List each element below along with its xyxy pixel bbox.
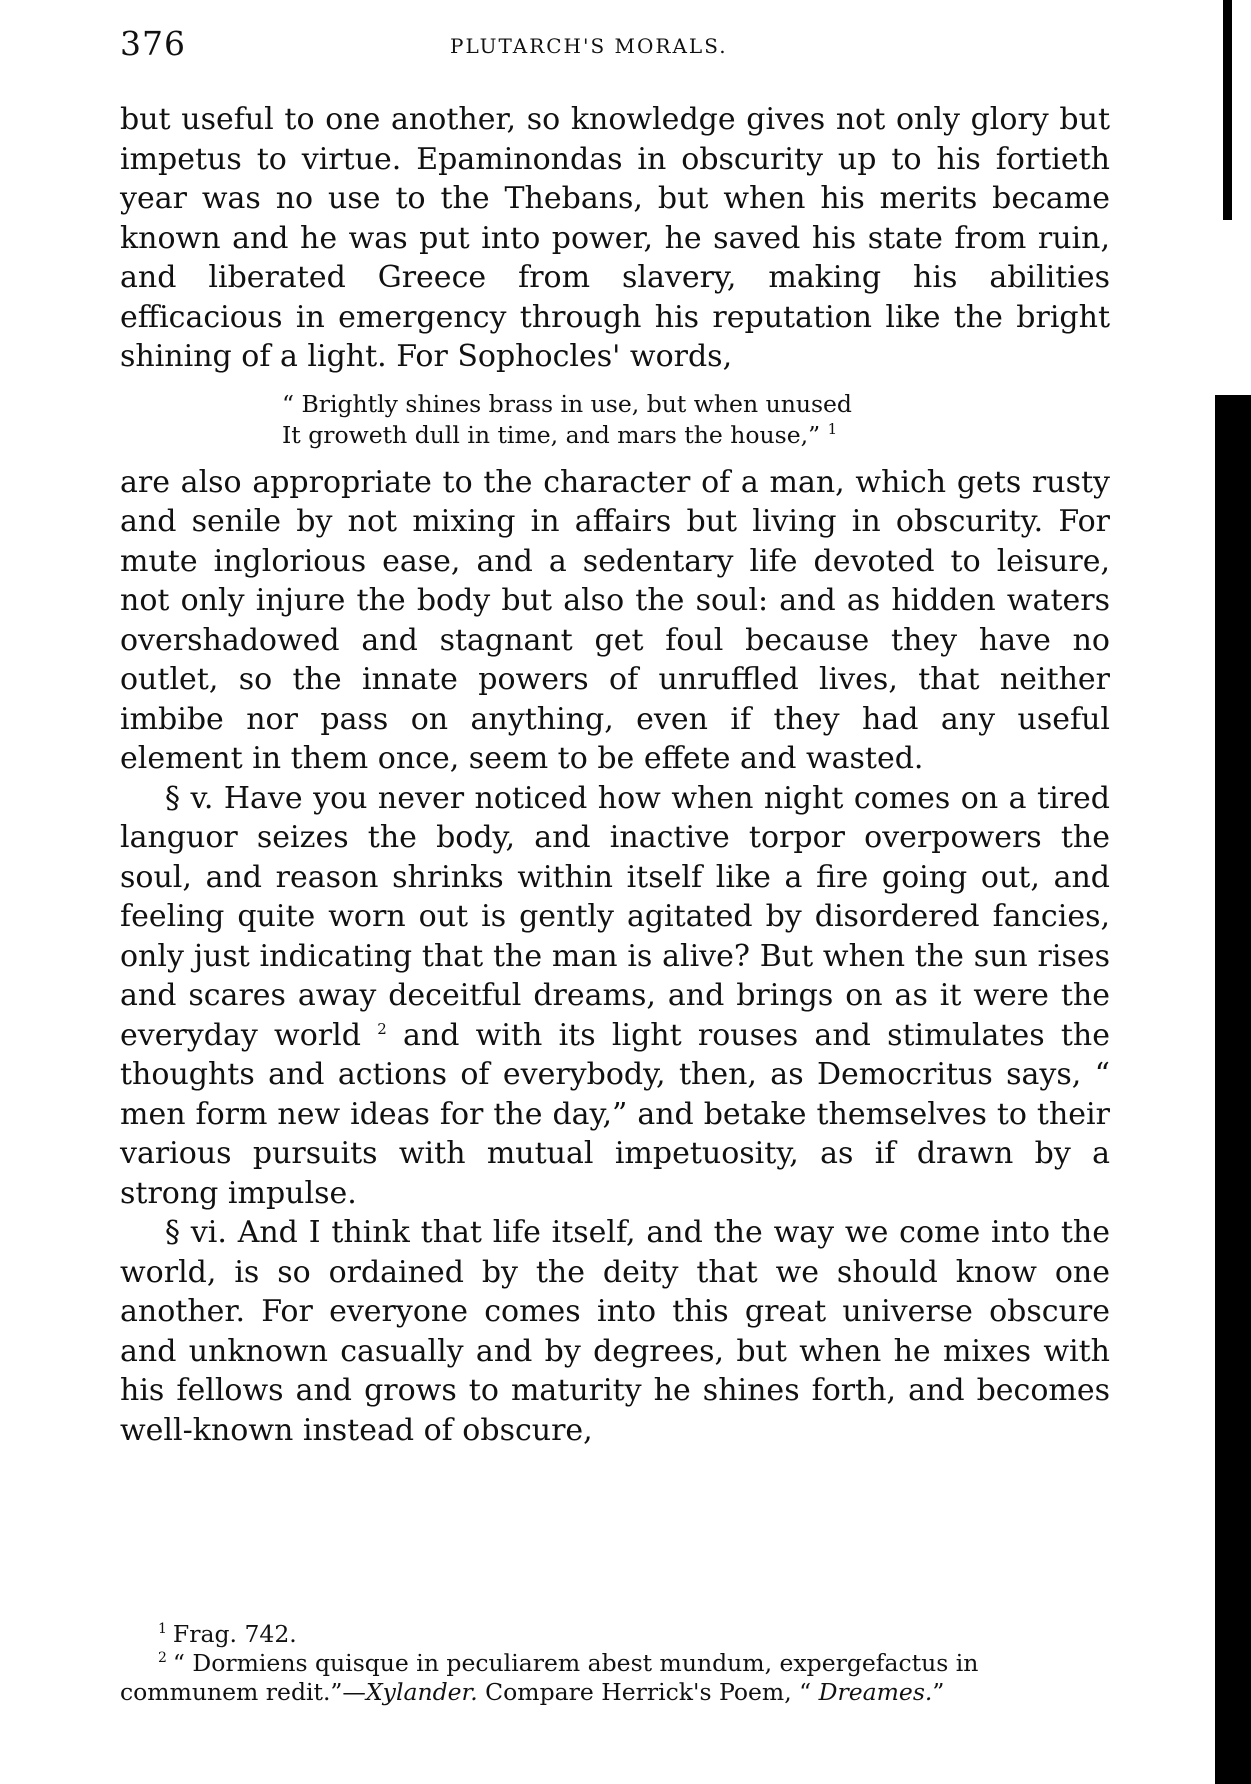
main-text xyxy=(120,100,1110,1450)
scan-edge-shadow xyxy=(1215,395,1251,1784)
page-header xyxy=(120,20,1110,70)
footnote-ref-2: 2 xyxy=(377,1019,387,1038)
footnote-2-poem: Dreames. xyxy=(818,1678,933,1706)
section-v-text-a: § v. Have you never noticed how when night comes on a tired languor seizes the body, and inactive torpor overpowers the soul, and reason shrinks within itself like a fire going out, and feeling quite worn out is gently agitated by disordered fancies, only just indicating that the man is alive? But when the sun rises and scares away deceitful dreams, and brings on as it were the everyday world xyxy=(120,780,1110,1053)
running-head: PLUTARCH'S MORALS. xyxy=(450,34,728,58)
paragraph-continuation: but useful to one another, so knowledge gives not only glory but impetus to virtue. Epaminondas in obscurity up to his fortieth year was no use to the Thebans, but when his merits became known and he was put into power, he saved his state from ruin, and liberated Greece from slavery, making his abilities efficacious in emergency through his reputation like the bright shining of a light. For Sophocles' words, xyxy=(120,102,1110,374)
footnote-2-text: “ Dormiens quisque in peculiarem abest mundum, expergefactus in communem redit.”— xyxy=(120,1649,979,1706)
quote-line-1: “ Brightly shines brass in use, but when unused xyxy=(282,389,852,418)
footnote-1-number: 1 xyxy=(158,1621,167,1638)
paragraph-rusty: are also appropriate to the character of a man, which gets rusty and senile by not mixing in affairs but living in obscurity. For mute inglorious ease, and a sedentary life devoted to leisure, not only injure the body but also the soul: and as hidden waters overshadowed and stagnant get foul because they have no outlet, so the innate powers of unruffled lives, that neither imbibe nor pass on anything, even if they had any useful element in them once, seem to be effete and wasted. xyxy=(120,464,1110,776)
footnote-1-text: Frag. 742. xyxy=(172,1620,297,1648)
footnote-2-author: Xylander. xyxy=(365,1678,478,1706)
quote-line-2 xyxy=(282,420,1110,451)
page-number: 376 xyxy=(120,24,186,63)
section-v-text-b: and with its light rouses and stimulates the thoughts and actions of everybody, then, as Democritus says, “ men form new ideas for the day,” and betake themselves to their various pursuits with mutual impetuosity, as if drawn by a strong impulse. xyxy=(120,1017,1110,1211)
footnote-2 xyxy=(120,1649,1110,1707)
scan-edge-shadow-top xyxy=(1223,0,1232,220)
paragraph-section-vi: § vi. And I think that life itself, and the way we come into the world, is so ordained by the deity that we should know one another. For everyone comes into this great universe obscure and unknown casually and by degrees, but when he mixes with his fellows and grows to maturity he shines forth, and becomes well-known instead of obscure, xyxy=(120,1215,1110,1448)
paragraph-section-v xyxy=(120,779,1110,1214)
footnote-2-compare: Compare Herrick's Poem, “ xyxy=(477,1678,819,1706)
footnote-1 xyxy=(120,1620,1110,1649)
footnote-2-number: 2 xyxy=(158,1650,167,1667)
quote-line-2-text: It groweth dull in time, and mars the house,” xyxy=(282,420,821,449)
footnote-2-close: ” xyxy=(932,1678,945,1706)
footnotes xyxy=(120,1620,1110,1707)
footnote-ref-1: 1 xyxy=(827,419,838,438)
verse-quotation xyxy=(282,389,1110,451)
